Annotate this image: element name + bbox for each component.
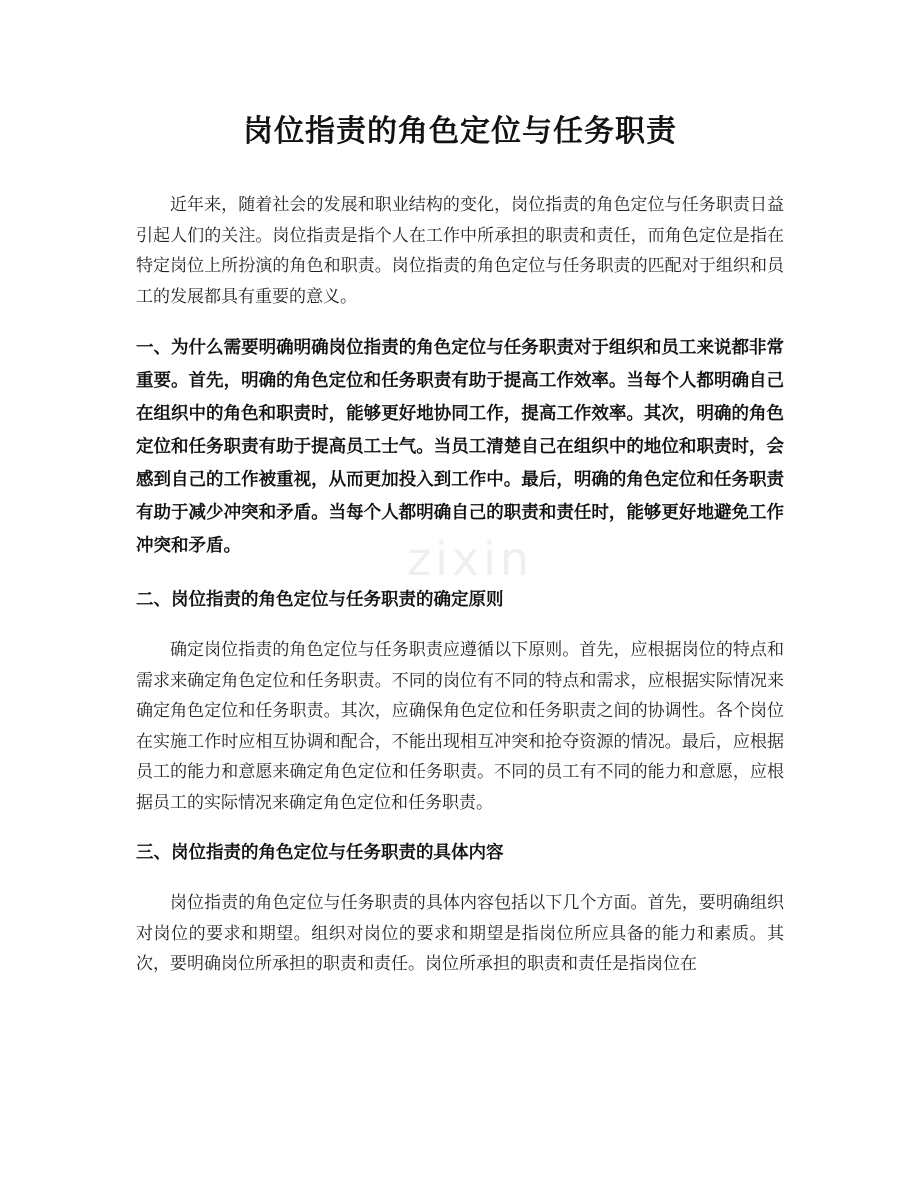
section-1-bold-paragraph: 一、为什么需要明确明确岗位指责的角色定位与任务职责对于组织和员工来说都非常重要。首先，明确的角色定位和任务职责有助于提高工作效率。当每个人都明确自己在组织中的角色和职责时，能够更好地协同工作，提高工作效率。其次，明确的角色定位和任务职责有助于提高员工士气。当员工清楚自己在组织中的地位和职责时，会感到自己的工作被重视，从而更加投入到工作中。最后，明确的角色定位和任务职责有助于减少冲突和矛盾。当每个人都明确自己的职责和责任时，能够更好地避免工作冲突和矛盾。	[136, 338, 784, 556]
intro-paragraph: 近年来，随着社会的发展和职业结构的变化，岗位指责的角色定位与任务职责日益引起人们的关注。岗位指责是指个人在工作中所承担的职责和责任，而角色定位是指在特定岗位上所扮演的角色和职责。岗位指责的角色定位与任务职责的匹配对于组织和员工的发展都具有重要的意义。	[136, 195, 784, 307]
section-2-heading: 二、岗位指责的角色定位与任务职责的确定原则	[136, 590, 504, 610]
section-2-paragraph: 确定岗位指责的角色定位与任务职责应遵循以下原则。首先，应根据岗位的特点和需求来确定角色定位和任务职责。不同的岗位有不同的特点和需求，应根据实际情况来确定角色定位和任务职责。其次，应确保角色定位和任务职责之间的协调性。各个岗位在实施工作时应相互协调和配合，不能出现相互冲突和抢夺资源的情况。最后，应根据员工的能力和意愿来确定角色定位和任务职责。不同的员工有不同的能力和意愿，应根据员工的实际情况来确定角色定位和任务职责。	[136, 640, 784, 813]
document-title: 岗位指责的角色定位与任务职责	[243, 114, 677, 149]
section-3-paragraph: 岗位指责的角色定位与任务职责的具体内容包括以下几个方面。首先，要明确组织对岗位的要求和期望。组织对岗位的要求和期望是指岗位所应具备的能力和素质。其次，要明确岗位所承担的职责和责任。岗位所承担的职责和责任是指岗位在	[136, 893, 784, 974]
section-3-heading: 三、岗位指责的角色定位与任务职责的具体内容	[136, 843, 504, 863]
